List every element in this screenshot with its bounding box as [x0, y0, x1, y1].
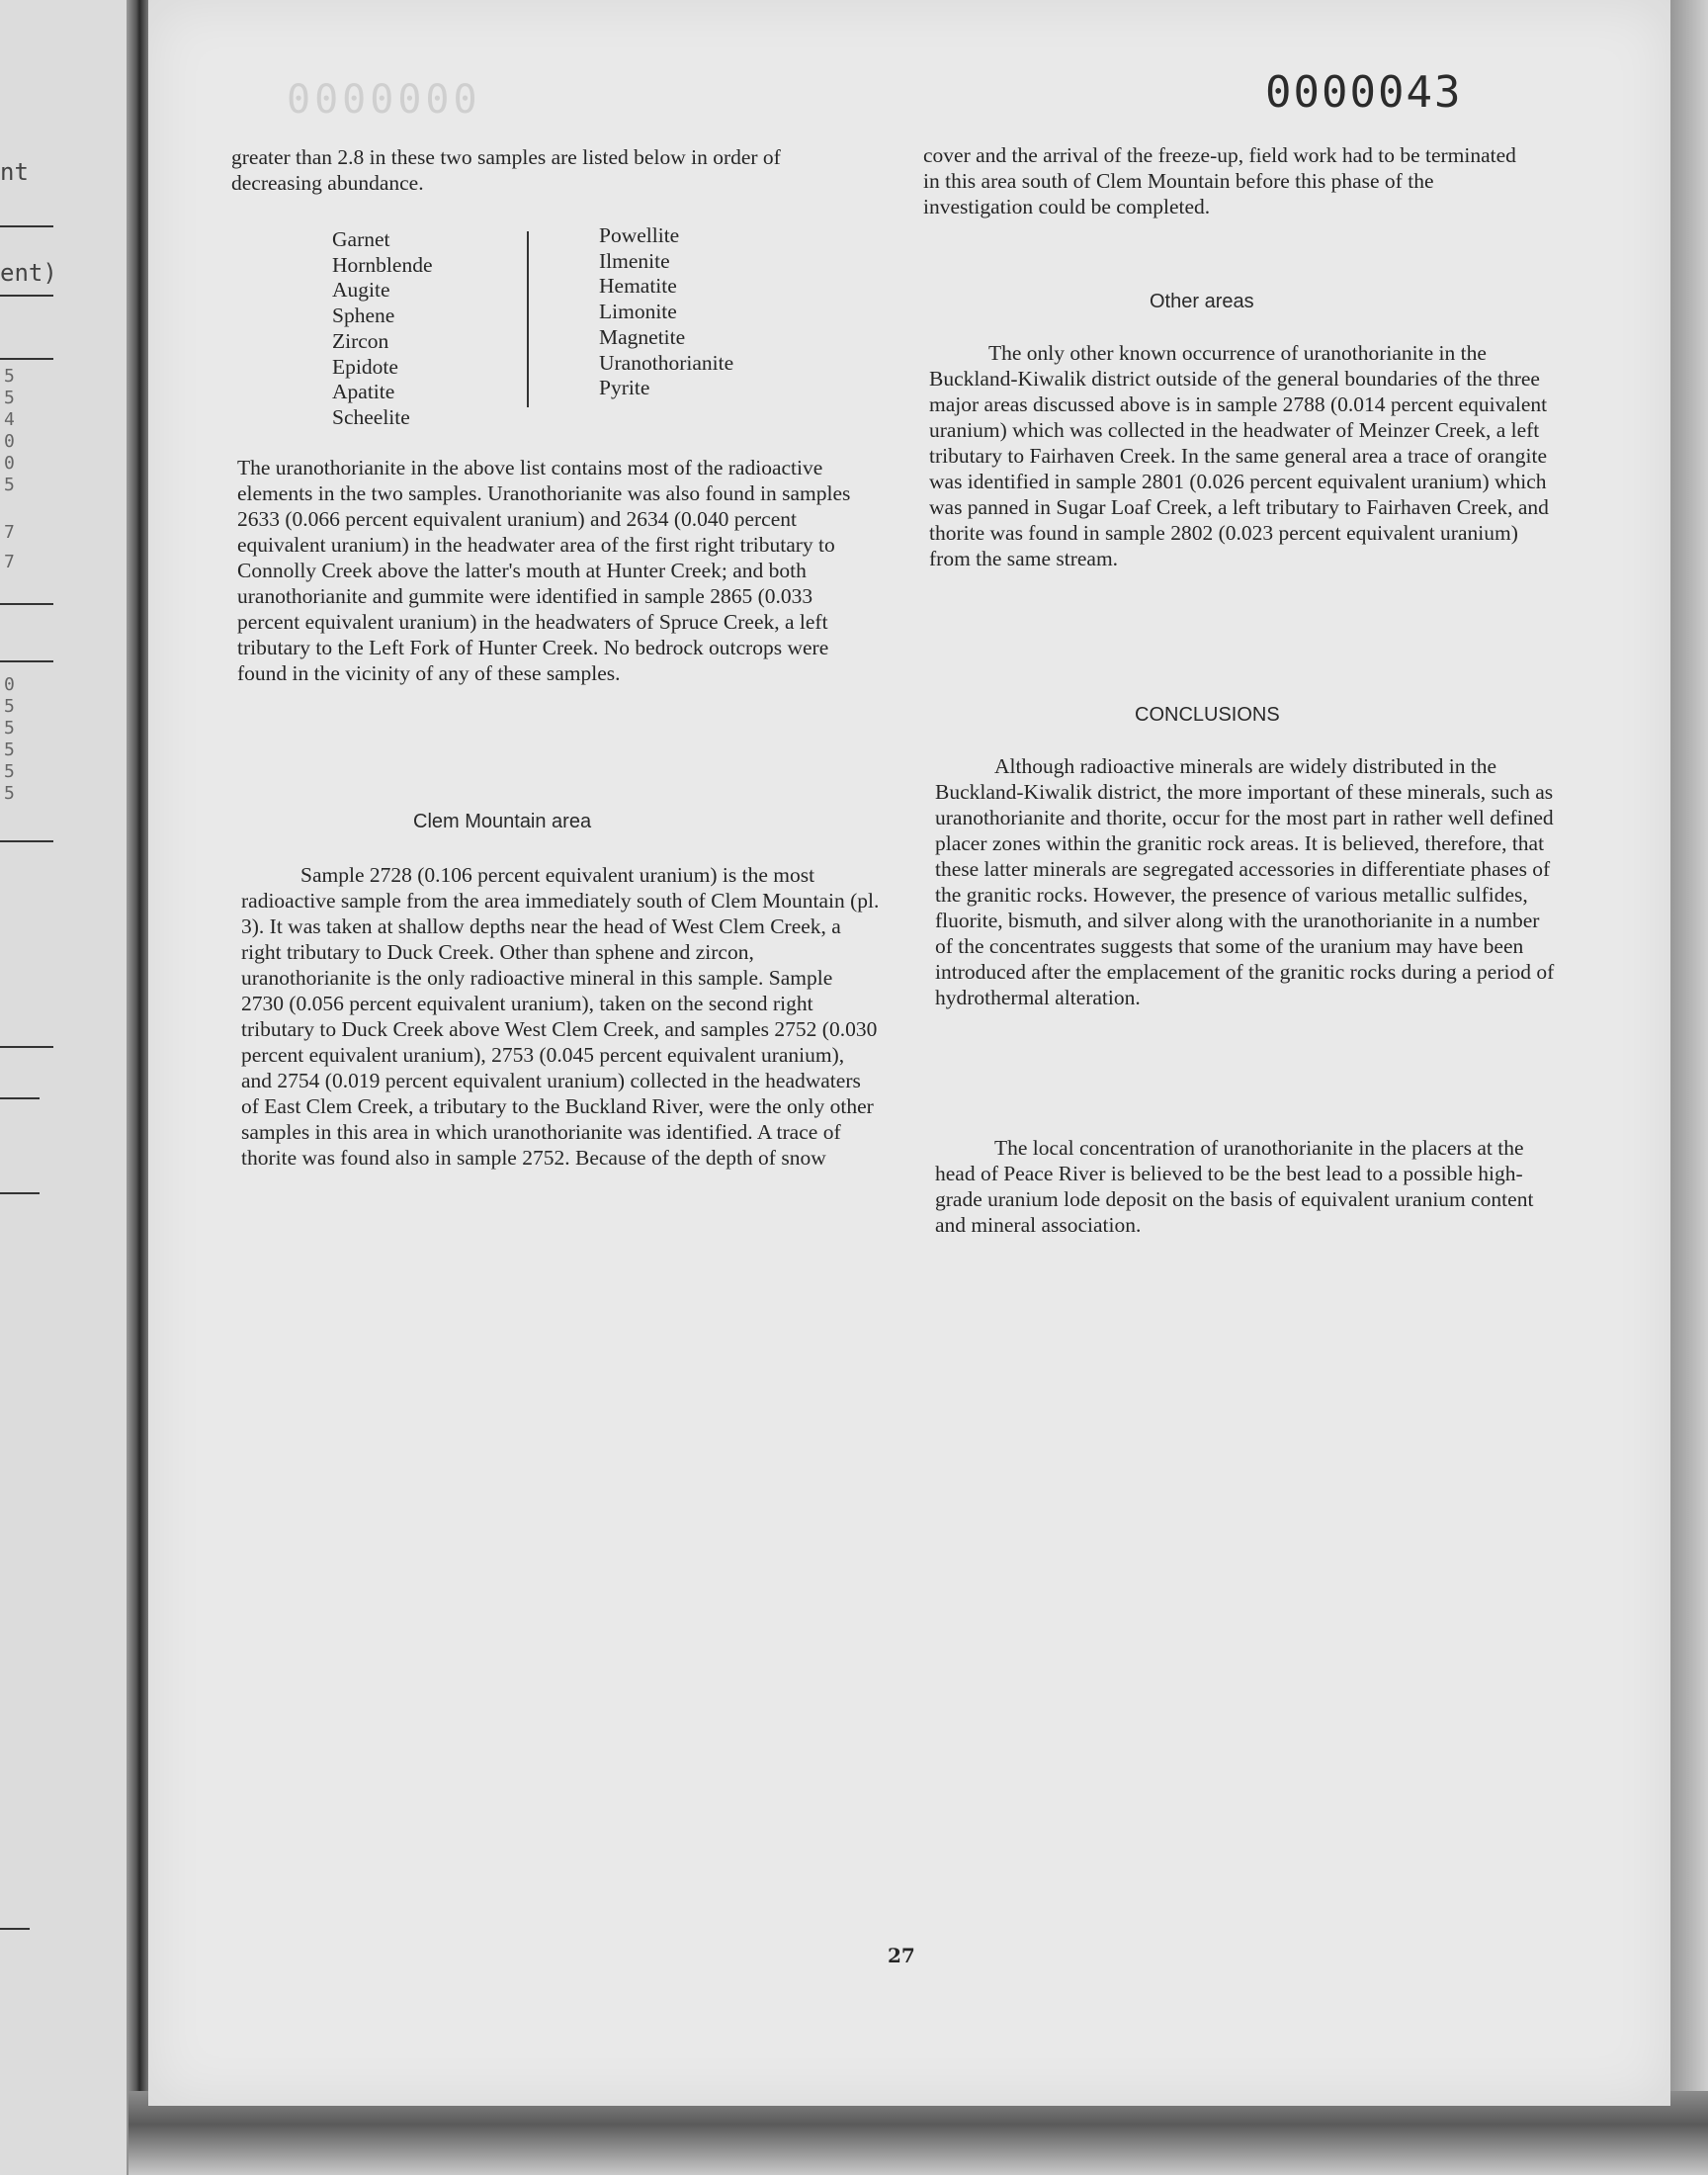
margin-rule [0, 840, 53, 842]
margin-fragment-2: ent) [0, 259, 57, 287]
heading-other-areas: Other areas [1150, 291, 1254, 312]
heading-conclusions: CONCLUSIONS [1135, 704, 1280, 726]
conclusions-text-1: Although radioactive minerals are widely distributed in the Buckland-Kiwalik district, the more important of these minerals, such as uranothorianite and thorite, occur for the most part in rather well defined placer zones within the granitic rock areas. It is believed, therefore, that these latter minerals are segregated accessories in differentiate phases of the granitic rocks. However, the presence of various metallic sulfides, fluorite, bismuth, and silver along with the uranothorianite in a number of the concentrates suggests that some of the uranium may have been introduced after the emplacement of the granitic rocks during a period of hydrothermal alteration. [935, 754, 1555, 1009]
mineral-item: Powellite [599, 223, 680, 247]
previous-page-edge [0, 0, 148, 2175]
margin-fragment-1: nt [0, 158, 29, 186]
margin-digit: 0 [4, 431, 15, 452]
binding-shadow [127, 0, 148, 2175]
intro-text: greater than 2.8 in these two samples are listed below in order of decreasing abundance. [231, 145, 781, 195]
margin-rule [0, 1928, 30, 1930]
margin-digit: 5 [4, 696, 15, 717]
conclusions-text-2: The local concentration of uranothorianite in the placers at the head of Peace River is believed to be the best lead to a possible high-grade uranium lode deposit on the basis of equivalent uranium content and mineral association. [935, 1136, 1534, 1237]
margin-rule [0, 295, 53, 297]
margin-digit: 5 [4, 740, 15, 760]
margin-digit: 7 [4, 522, 15, 543]
margin-digit: 7 [4, 552, 15, 572]
other-areas-text: The only other known occurrence of uranothorianite in the Buckland-Kiwalik district outside of the general boundaries of the three major areas discussed above is in sample 2788 (0.014 percent equivalent uranium) which was collected in the headwater of Meinzer Creek, a left tributary to Fairhaven Creek. In the same general area a trace of orangite was identified in sample 2801 (0.026 percent equivalent uranium) which was panned in Sugar Loaf Creek, a left tributary to Fairhaven Creek, and thorite was found in sample 2802 (0.023 percent equivalent uranium) from the same stream. [929, 341, 1549, 570]
margin-digit: 5 [4, 388, 15, 408]
mineral-item: Hematite [599, 274, 677, 299]
margin-rule [0, 1046, 53, 1048]
snow-cover-paragraph [923, 142, 1526, 219]
mineral-item: Zircon [332, 328, 389, 353]
intro-paragraph [231, 144, 860, 196]
margin-digit: 0 [4, 453, 15, 474]
mineral-item: Magnetite [599, 324, 686, 349]
margin-digit: 5 [4, 761, 15, 782]
faint-stamp: 0000000 [287, 77, 481, 123]
mineral-item: Uranothorianite [599, 350, 734, 375]
margin-digit: 5 [4, 366, 15, 387]
margin-rule [0, 225, 53, 227]
margin-rule [0, 1192, 40, 1194]
uranothorianite-paragraph [237, 455, 870, 686]
margin-rule [0, 603, 53, 605]
margin-rule [0, 660, 53, 662]
conclusions-paragraph-2 [935, 1135, 1564, 1238]
mineral-item: Ilmenite [599, 248, 670, 273]
mineral-list-left [332, 227, 433, 431]
mineral-item: Apatite [332, 380, 395, 404]
margin-rule [0, 1097, 40, 1099]
margin-digit: 0 [4, 674, 15, 695]
uranothorianite-text: The uranothorianite in the above list contains most of the radioactive elements in the two samples. Uranothorianite was also found in samples 2633 (0.066 percent equivalent uranium) and 2634 (0.040 percent equivalent uranium) in the headwater area of the first right tributary to Connolly Creek above the latter's mouth at Hunter Creek; and both uranothorianite and gummite were identified in sample 2865 (0.033 percent equivalent uranium) in the headwaters of Spruce Creek, a left tributary to the Left Fork of Hunter Creek. No bedrock outcrops were found in the vicinity of any of these samples. [237, 456, 851, 685]
mineral-item: Epidote [332, 354, 398, 379]
mineral-item: Limonite [599, 300, 677, 324]
mineral-list-right [599, 223, 733, 401]
page-number: 27 [888, 1944, 915, 1967]
clem-mountain-paragraph [241, 862, 880, 1171]
mineral-item: Scheelite [332, 404, 410, 429]
heading-clem-mountain-area: Clem Mountain area [413, 811, 592, 832]
document-number: 0000043 [1265, 67, 1463, 118]
mineral-item: Hornblende [332, 252, 433, 277]
mineral-item: Pyrite [599, 376, 650, 400]
snow-cover-text: cover and the arrival of the freeze-up, field work had to be terminated in this area south of Clem Mountain before this phase of the investigation could be completed. [923, 143, 1516, 218]
margin-digit: 5 [4, 783, 15, 804]
margin-digit: 5 [4, 718, 15, 739]
mineral-item: Garnet [332, 227, 390, 251]
margin-digit: 5 [4, 475, 15, 495]
clem-mountain-text: Sample 2728 (0.106 percent equivalent uranium) is the most radioactive sample from the area immediately south of Clem Mountain (pl. 3). It was taken at shallow depths near the head of West Clem Creek, a right tributary to Duck Creek. Other than sphene and zircon, uranothorianite is the only radioactive mineral in this sample. Sample 2730 (0.056 percent equivalent uranium), taken on the second right tributary to Duck Creek above West Clem Creek, and samples 2752 (0.030 percent equivalent uranium), 2753 (0.045 percent equivalent uranium), and 2754 (0.019 percent equivalent uranium) collected in the headwaters of East Clem Creek, a tributary to the Buckland River, were the only other samples in this area in which uranothorianite was identified. A trace of thorite was found also in sample 2752. Because of the depth of snow [241, 863, 880, 1170]
mineral-item: Augite [332, 278, 390, 303]
margin-rule [0, 358, 53, 360]
mineral-list-divider [527, 231, 529, 407]
conclusions-paragraph-1 [935, 753, 1560, 1010]
mineral-item: Sphene [332, 304, 395, 328]
margin-digit: 4 [4, 409, 15, 430]
other-areas-paragraph [929, 340, 1564, 571]
